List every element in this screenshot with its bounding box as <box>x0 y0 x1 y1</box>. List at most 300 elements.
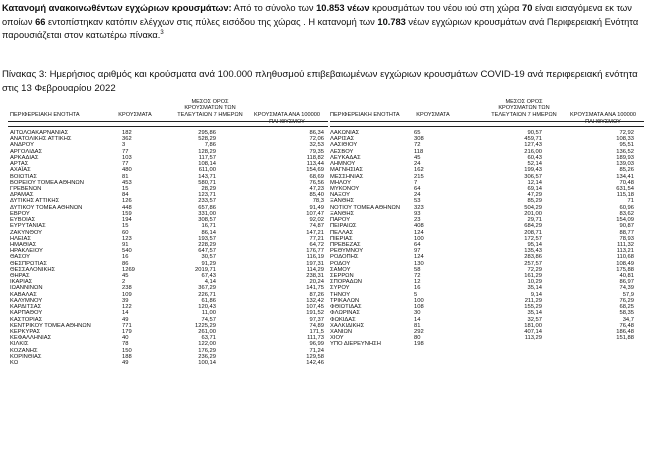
region-cell: ΛΑΚΩΝΙΑΣ <box>330 130 360 136</box>
cases-cell: 60 <box>122 229 129 236</box>
region-cell: ΘΕΣΣΑΛΟΝΙΚΗΣ <box>10 266 56 273</box>
cases-cell: 14 <box>122 310 129 317</box>
region-cell: ΔΥΤΙΚΗΣ ΑΤΤΙΚΗΣ <box>10 198 60 205</box>
per100k-cell: 108,33 <box>616 136 634 143</box>
right-header-rule-top <box>330 121 644 122</box>
table-row <box>330 341 644 347</box>
region-cell: ΒΟΙΩΤΙΑΣ <box>10 173 37 180</box>
avg-cell: 10,29 <box>527 279 542 286</box>
intro-borders: 66 <box>35 16 46 27</box>
per100k-cell: 88,77 <box>619 229 634 236</box>
per100k-cell: 111,32 <box>617 241 634 248</box>
avg-cell: 95,14 <box>527 241 542 248</box>
per100k-cell: 71 <box>627 198 634 205</box>
cases-cell: 97 <box>414 248 421 255</box>
avg-cell: 459,71 <box>524 136 542 143</box>
region-cell: ΚΟΖΑΝΗΣ <box>10 347 38 354</box>
per100k-cell: 175,88 <box>616 266 634 273</box>
cases-cell: 323 <box>414 204 424 211</box>
avg-cell: 72,29 <box>527 266 542 273</box>
avg-cell: 28,29 <box>201 185 216 192</box>
avg-cell: 4,14 <box>204 279 216 286</box>
intro-heading: Κατανομή ανακοινωθέντων εγχώριων κρουσμάτων: <box>2 3 232 13</box>
per100k-cell: 136,52 <box>616 148 634 155</box>
avg-cell: 504,29 <box>524 204 542 211</box>
cases-cell: 77 <box>122 161 129 168</box>
avg-cell: 117,57 <box>198 154 216 161</box>
region-cell: ΡΟΔΟΥ <box>330 260 351 267</box>
per100k-cell: 74,89 <box>309 322 324 329</box>
per100k-cell: 68,25 <box>619 304 634 311</box>
per100k-cell: 134,41 <box>616 173 634 180</box>
region-cell: ΡΟΔΟΠΗΣ <box>330 254 359 261</box>
left-header-per100k: ΚΡΟΥΣΜΑΤΑ ΑΝΑ 100000 ΠΛΗΘΥΣΜΟΥ <box>254 112 320 125</box>
avg-cell: 367,29 <box>198 285 216 292</box>
region-cell: ΑΧΑΪΑΣ <box>10 167 31 174</box>
region-cell: ΕΥΡΥΤΑΝΙΑΣ <box>10 223 46 230</box>
region-cell: ΚΑΡΠΑΘΟΥ <box>10 310 43 317</box>
region-cell: ΥΠΟ ΔΙΕΡΕΥΝΗΣΗ <box>330 341 381 348</box>
per100k-cell: 85,26 <box>619 167 634 174</box>
per100k-cell: 86,97 <box>619 279 634 286</box>
left-header-avg: ΜΕΣΟΣ ΟΡΟΣ ΚΡΟΥΣΜΑΤΩΝ ΤΩΝ ΤΕΛΕΥΤΑΙΩΝ 7 ΗΜΕΡΩΝ <box>177 99 243 118</box>
region-cell: ΕΒΡΟΥ <box>10 210 30 217</box>
region-cell: ΠΕΛΛΑΣ <box>330 229 354 236</box>
region-cell: ΜΗΛΟΥ <box>330 179 351 186</box>
avg-cell: 90,57 <box>527 130 542 136</box>
per100k-cell: 83,62 <box>619 210 634 217</box>
per100k-cell: 110,68 <box>616 254 634 261</box>
per100k-cell: 111,73 <box>307 335 324 342</box>
cases-cell: 123 <box>122 235 132 242</box>
region-cell: ΛΕΥΚΑΔΑΣ <box>330 154 361 161</box>
region-cell: ΝΟΤΙΟΥ ΤΟΜΕΑ ΑΘΗΝΩΝ <box>330 204 401 211</box>
region-cell: ΚΑΡΔΙΤΣΑΣ <box>10 304 42 311</box>
per100k-cell: 132,42 <box>306 297 324 304</box>
avg-cell: 172,57 <box>524 235 542 242</box>
avg-cell: 308,57 <box>198 217 216 224</box>
cases-cell: 118 <box>414 148 424 155</box>
region-cell: ΦΛΩΡΙΝΑΣ <box>330 310 360 317</box>
cases-cell: 453 <box>122 179 132 186</box>
region-cell: ΔΥΤΙΚΟΥ ΤΟΜΕΑ ΑΘΗΝΩΝ <box>10 204 83 211</box>
region-cell: ΣΑΜΟΥ <box>330 266 351 273</box>
left-header-rule-bottom <box>8 126 328 127</box>
per100k-cell: 114,29 <box>306 266 324 273</box>
region-cell: ΛΗΜΝΟΥ <box>330 161 356 168</box>
avg-cell: 306,57 <box>524 173 542 180</box>
avg-cell: 120,43 <box>198 304 216 311</box>
cases-cell: 480 <box>122 167 132 174</box>
cases-cell: 24 <box>414 161 421 168</box>
per100k-cell: 76,29 <box>619 297 634 304</box>
per100k-cell: 20,24 <box>309 279 324 286</box>
avg-cell: 128,29 <box>198 148 216 155</box>
region-cell: ΑΡΤΑΣ <box>10 161 29 168</box>
region-cell: ΦΩΚΙΔΑΣ <box>330 316 356 323</box>
intro-footnote: 3 <box>160 29 164 36</box>
avg-cell: 35,14 <box>527 310 542 317</box>
cases-cell: 238 <box>122 285 132 292</box>
cases-cell: 15 <box>122 185 129 192</box>
region-cell: ΑΝΑΤΟΛΙΚΗΣ ΑΤΤΙΚΗΣ <box>10 136 72 143</box>
cases-cell: 80 <box>414 335 421 342</box>
avg-cell: 211,29 <box>524 297 542 304</box>
cases-cell: 188 <box>122 353 132 360</box>
right-header-avg: ΜΕΣΟΣ ΟΡΟΣ ΚΡΟΥΣΜΑΤΩΝ ΤΩΝ ΤΕΛΕΥΤΑΙΩΝ 7 ΗΜΕΡΩΝ <box>491 99 557 118</box>
region-cell: ΘΕΣΠΡΩΤΙΑΣ <box>10 260 47 267</box>
left-header-rule-top <box>8 121 328 122</box>
avg-cell: 52,14 <box>527 161 542 168</box>
cases-cell: 162 <box>414 167 424 174</box>
per100k-cell: 97,37 <box>309 316 324 323</box>
per100k-cell: 71,24 <box>309 347 324 354</box>
per100k-cell: 197,31 <box>306 260 324 267</box>
avg-cell: 295,86 <box>198 130 216 136</box>
cases-cell: 124 <box>414 229 424 236</box>
cases-cell: 198 <box>414 341 424 348</box>
avg-cell: 69,14 <box>527 185 542 192</box>
cases-cell: 179 <box>122 329 132 335</box>
region-cell: ΠΙΕΡΙΑΣ <box>330 235 353 242</box>
cases-cell: 14 <box>414 316 421 323</box>
cases-cell: 45 <box>122 273 129 280</box>
avg-cell: 684,29 <box>524 223 542 230</box>
avg-cell: 176,29 <box>198 347 216 354</box>
region-cell: ΘΗΡΑΣ <box>10 273 30 280</box>
per100k-cell: 147,21 <box>306 229 324 236</box>
region-cell: ΜΕΣΣΗΝΙΑΣ <box>330 173 364 180</box>
per100k-cell: 238,31 <box>306 273 324 280</box>
region-cell: ΚΑΛΥΜΝΟΥ <box>10 297 43 304</box>
table-row <box>10 360 328 366</box>
cases-cell: 124 <box>414 254 424 261</box>
region-cell: ΡΕΘΥΜΝΟΥ <box>330 248 364 255</box>
avg-cell: 108,14 <box>198 161 216 168</box>
avg-cell: 181,00 <box>524 322 542 329</box>
per100k-cell: 113,44 <box>306 161 324 168</box>
cases-cell: 150 <box>122 347 132 354</box>
cases-cell: 78 <box>122 341 129 348</box>
region-cell: ΑΝΔΡΟΥ <box>10 142 34 149</box>
cases-cell: 7 <box>414 179 418 186</box>
cases-cell: 65 <box>414 130 421 136</box>
cases-cell: 448 <box>122 204 132 211</box>
region-cell: ΚΕΡΚΥΡΑΣ <box>10 329 41 335</box>
cases-cell: 109 <box>122 291 132 298</box>
intro-total: 10.853 νέων <box>316 3 370 13</box>
region-cell: ΜΥΚΟΝΟΥ <box>330 185 360 192</box>
per100k-cell: 76,56 <box>309 179 324 186</box>
cases-cell: 81 <box>414 322 421 329</box>
region-cell: ΙΩΑΝΝΙΝΩΝ <box>10 285 43 292</box>
avg-cell: 61,86 <box>201 297 216 304</box>
per100k-cell: 70,48 <box>619 179 634 186</box>
intro-domestic: 10.783 <box>377 16 406 27</box>
avg-cell: 261,00 <box>198 329 216 335</box>
region-cell: ΗΛΕΙΑΣ <box>10 235 31 242</box>
intro-paragraph <box>2 2 646 43</box>
avg-cell: 580,71 <box>198 179 216 186</box>
per100k-cell: 87,26 <box>309 291 324 298</box>
region-cell: ΚΩ <box>10 360 19 367</box>
per100k-cell: 68,69 <box>309 173 324 180</box>
per100k-cell: 86,34 <box>309 130 324 136</box>
cases-cell: 12 <box>414 279 421 286</box>
cases-cell: 103 <box>122 154 132 161</box>
region-cell: ΣΕΡΡΩΝ <box>330 273 354 280</box>
cases-cell: 23 <box>414 217 421 224</box>
avg-cell: 226,71 <box>198 291 216 298</box>
per100k-cell: 34,7 <box>622 316 634 323</box>
cases-cell: 292 <box>414 329 424 335</box>
cases-cell: 45 <box>414 154 421 161</box>
per100k-cell: 64,72 <box>309 241 324 248</box>
avg-cell: 331,00 <box>198 210 216 217</box>
avg-cell: 86,14 <box>201 229 216 236</box>
avg-cell: 7,86 <box>204 142 216 149</box>
cases-cell: 194 <box>122 217 132 224</box>
left-table-body <box>10 130 328 366</box>
intro-text-3: είναι εισαγόμενα εκ των οποίων <box>2 3 632 27</box>
cases-cell: 93 <box>414 210 421 217</box>
per100k-cell: 74,87 <box>309 223 324 230</box>
per100k-cell: 142,46 <box>306 360 324 367</box>
cases-cell: 39 <box>122 297 129 304</box>
cases-cell: 16 <box>122 254 129 261</box>
region-cell: ΑΙΤΩΛΟΑΚΑΡΝΑΝΙΑΣ <box>10 130 69 136</box>
avg-cell: 16,71 <box>201 223 216 230</box>
per100k-cell: 129,58 <box>306 353 324 360</box>
cases-cell: 3 <box>122 142 126 149</box>
cases-cell: 30 <box>414 310 421 317</box>
per100k-cell: 631,54 <box>616 185 634 192</box>
avg-cell: 236,29 <box>198 353 216 360</box>
region-cell: ΗΡΑΚΛΕΙΟΥ <box>10 248 43 255</box>
region-cell: ΣΠΟΡΑΔΩΝ <box>330 279 362 286</box>
avg-cell: 100,14 <box>198 360 216 367</box>
cases-cell: 84 <box>122 192 129 199</box>
avg-cell: 85,29 <box>527 198 542 205</box>
avg-cell: 216,00 <box>524 148 542 155</box>
cases-cell: 771 <box>122 322 132 329</box>
cases-cell: 100 <box>414 297 424 304</box>
cases-cell: 16 <box>414 285 421 292</box>
avg-cell: 67,43 <box>201 273 216 280</box>
avg-cell: 2019,71 <box>195 266 216 273</box>
cases-cell: 40 <box>122 335 129 342</box>
cases-cell: 2 <box>122 279 126 286</box>
per100k-cell: 116,19 <box>306 254 324 261</box>
per100k-cell: 176,77 <box>306 248 324 255</box>
per100k-cell: 107,45 <box>306 304 324 311</box>
per100k-cell: 47,23 <box>309 185 324 192</box>
avg-cell: 407,14 <box>524 329 542 335</box>
cases-cell: 126 <box>122 198 132 205</box>
per100k-cell: 92,02 <box>309 217 324 224</box>
avg-cell: 193,57 <box>198 235 216 242</box>
per100k-cell: 85,40 <box>309 192 324 199</box>
per100k-cell: 79,35 <box>309 148 324 155</box>
intro-text-5: νέων εγχώριων κρουσμάτων ανά Περιφερειακή Ενότητα παρουσιάζεται στον κατωτέρω πίνακα. <box>2 16 639 40</box>
per100k-cell: 118,82 <box>306 154 324 161</box>
region-cell: ΔΡΑΜΑΣ <box>10 192 34 199</box>
cases-cell: 72 <box>414 142 421 149</box>
region-cell: ΚΑΣΤΟΡΙΑΣ <box>10 316 43 323</box>
avg-cell: 1225,29 <box>195 322 216 329</box>
avg-cell: 47,29 <box>527 192 542 199</box>
cases-cell: 540 <box>122 248 132 255</box>
region-cell: ΞΑΝΘΗΣ <box>330 210 355 217</box>
region-cell: ΒΟΡΕΙΟΥ ΤΟΜΕΑ ΑΘΗΝΩΝ <box>10 179 84 186</box>
per100k-cell: 72,06 <box>309 136 324 143</box>
cases-cell: 159 <box>122 210 132 217</box>
region-cell: ΧΑΛΚΙΔΙΚΗΣ <box>330 322 365 329</box>
intro-text-4: εντοπίστηκαν κατόπιν ελέγχων στις πύλες εισόδου της χώρας . Η κατανομή των <box>45 16 378 27</box>
cases-cell: 64 <box>414 241 421 248</box>
avg-cell: 161,29 <box>524 273 542 280</box>
right-header-rule-bottom <box>330 126 644 127</box>
right-table-body <box>330 130 644 348</box>
region-cell: ΛΕΣΒΟΥ <box>330 148 354 155</box>
cases-cell: 130 <box>414 260 424 267</box>
region-cell: ΛΑΣΙΘΙΟΥ <box>330 142 358 149</box>
cases-cell: 362 <box>122 136 132 143</box>
avg-cell: 9,14 <box>530 291 542 298</box>
avg-cell: 528,29 <box>198 136 216 143</box>
cases-cell: 215 <box>414 173 424 180</box>
cases-cell: 49 <box>122 360 129 367</box>
per100k-cell: 141,75 <box>306 285 324 292</box>
cases-cell: 408 <box>414 223 424 230</box>
per100k-cell: 154,09 <box>616 217 634 224</box>
right-header-per100k: ΚΡΟΥΣΜΑΤΑ ΑΝΑ 100000 ΠΛΗΘΥΣΜΟΥ <box>570 112 636 125</box>
per100k-cell: 96,99 <box>309 341 324 348</box>
per100k-cell: 189,93 <box>616 154 634 161</box>
cases-cell: 1269 <box>122 266 135 273</box>
region-cell: ΖΑΚΥΝΘΟΥ <box>10 229 43 236</box>
per100k-cell: 171,5 <box>309 329 324 335</box>
left-header-cases: ΚΡΟΥΣΜΑΤΑ <box>118 112 152 118</box>
per100k-cell: 77,21 <box>309 235 324 242</box>
per100k-cell: 107,47 <box>306 210 324 217</box>
avg-cell: 60,43 <box>527 154 542 161</box>
region-cell: ΠΕΙΡΑΙΩΣ <box>330 223 357 230</box>
avg-cell: 127,43 <box>524 142 542 149</box>
avg-cell: 199,43 <box>524 167 542 174</box>
intro-imported: 70 <box>522 3 533 13</box>
avg-cell: 233,57 <box>198 198 216 205</box>
region-cell: ΠΡΕΒΕΖΑΣ <box>330 241 361 248</box>
region-cell: ΚΑΒΑΛΑΣ <box>10 291 37 298</box>
per100k-cell: 115,18 <box>616 192 634 199</box>
avg-cell: 122,00 <box>198 341 216 348</box>
avg-cell: 11,00 <box>201 310 216 317</box>
region-cell: ΚΕΝΤΡΙΚΟΥ ΤΟΜΕΑ ΑΘΗΝΩΝ <box>10 322 91 329</box>
left-header-region: ΠΕΡΙΦΕΡΕΙΑΚΗ ΕΝΟΤΗΤΑ <box>10 112 80 118</box>
per100k-cell: 72,92 <box>619 130 634 136</box>
per100k-cell: 139,03 <box>616 161 634 168</box>
region-cell: ΚΕΦΑΛΛΗΝΙΑΣ <box>10 335 52 342</box>
intro-text-1: Από το σύνολο των <box>231 3 317 13</box>
avg-cell: 91,29 <box>201 260 216 267</box>
region-cell: ΧΑΝΙΩΝ <box>330 329 353 335</box>
region-cell: ΑΡΚΑΔΙΑΣ <box>10 154 39 161</box>
cases-cell: 182 <box>122 130 132 136</box>
per100k-cell: 90,87 <box>619 223 634 230</box>
avg-cell: 63,71 <box>201 335 216 342</box>
region-cell: ΤΡΙΚΑΛΩΝ <box>330 297 360 304</box>
cases-cell: 5 <box>414 291 418 298</box>
per100k-cell: 151,88 <box>616 335 634 342</box>
intro-text-2: κρουσμάτων του νέου ιού στη χώρα <box>369 3 523 13</box>
cases-cell: 108 <box>414 304 424 311</box>
region-cell: ΕΥΒΟΙΑΣ <box>10 217 36 224</box>
region-cell: ΧΙΟΥ <box>330 335 344 342</box>
per100k-cell: 78,3 <box>312 198 324 205</box>
table-caption: Πίνακας 3: Ημερήσιος αριθμός και κρούσματα ανά 100.000 πληθυσμού επιβεβαιωμένων εγχώριων κρουσμάτων COVID-19 ανά περιφερειακή ενότητα στις 13 Φεβρουαρίου 2022 <box>2 69 638 94</box>
avg-cell: 228,29 <box>198 241 216 248</box>
cases-cell: 308 <box>414 136 424 143</box>
avg-cell: 143,71 <box>198 173 216 180</box>
avg-cell: 32,57 <box>527 316 542 323</box>
region-cell: ΤΗΝΟΥ <box>330 291 351 298</box>
per100k-cell: 108,49 <box>616 260 634 267</box>
avg-cell: 135,43 <box>524 248 542 255</box>
cases-cell: 100 <box>414 235 424 242</box>
region-cell: ΘΑΣΟΥ <box>10 254 31 261</box>
avg-cell: 30,57 <box>201 254 216 261</box>
region-cell: ΗΜΑΘΙΑΣ <box>10 241 37 248</box>
avg-cell: 257,57 <box>524 260 542 267</box>
avg-cell: 657,86 <box>198 204 216 211</box>
avg-cell: 35,14 <box>527 285 542 292</box>
avg-cell: 74,57 <box>201 316 216 323</box>
avg-cell: 208,71 <box>524 229 542 236</box>
cases-cell: 72 <box>414 273 421 280</box>
region-cell: ΠΑΡΟΥ <box>330 217 351 224</box>
per100k-cell: 154,69 <box>306 167 324 174</box>
per100k-cell: 191,52 <box>306 310 324 317</box>
cases-cell: 53 <box>414 198 421 205</box>
avg-cell: 283,86 <box>524 254 542 261</box>
avg-cell: 611,00 <box>198 167 216 174</box>
region-cell: ΑΡΓΟΛΙΔΑΣ <box>10 148 43 155</box>
per100k-cell: 60,96 <box>619 204 634 211</box>
cases-cell: 77 <box>122 148 129 155</box>
per100k-cell: 57,9 <box>622 291 634 298</box>
region-cell: ΓΡΕΒΕΝΩΝ <box>10 185 42 192</box>
right-header-cases: ΚΡΟΥΣΜΑΤΑ <box>416 112 450 118</box>
cases-cell: 24 <box>414 192 421 199</box>
region-cell: ΣΥΡΟΥ <box>330 285 350 292</box>
avg-cell: 113,29 <box>524 335 542 342</box>
per100k-cell: 32,53 <box>309 142 324 149</box>
region-cell: ΚΙΛΚΙΣ <box>10 341 29 348</box>
cases-cell: 64 <box>414 185 421 192</box>
region-cell: ΜΑΓΝΗΣΙΑΣ <box>330 167 363 174</box>
cases-cell: 49 <box>122 316 129 323</box>
avg-cell: 647,57 <box>198 248 216 255</box>
right-header-region: ΠΕΡΙΦΕΡΕΙΑΚΗ ΕΝΟΤΗΤΑ <box>330 112 400 118</box>
cases-cell: 15 <box>122 223 129 230</box>
avg-cell: 12,14 <box>527 179 542 186</box>
avg-cell: 29,71 <box>527 217 542 224</box>
cases-cell: 91 <box>122 241 129 248</box>
per100k-cell: 76,48 <box>619 322 634 329</box>
cases-cell: 81 <box>122 173 129 180</box>
region-cell: ΝΑΞΟΥ <box>330 192 351 199</box>
